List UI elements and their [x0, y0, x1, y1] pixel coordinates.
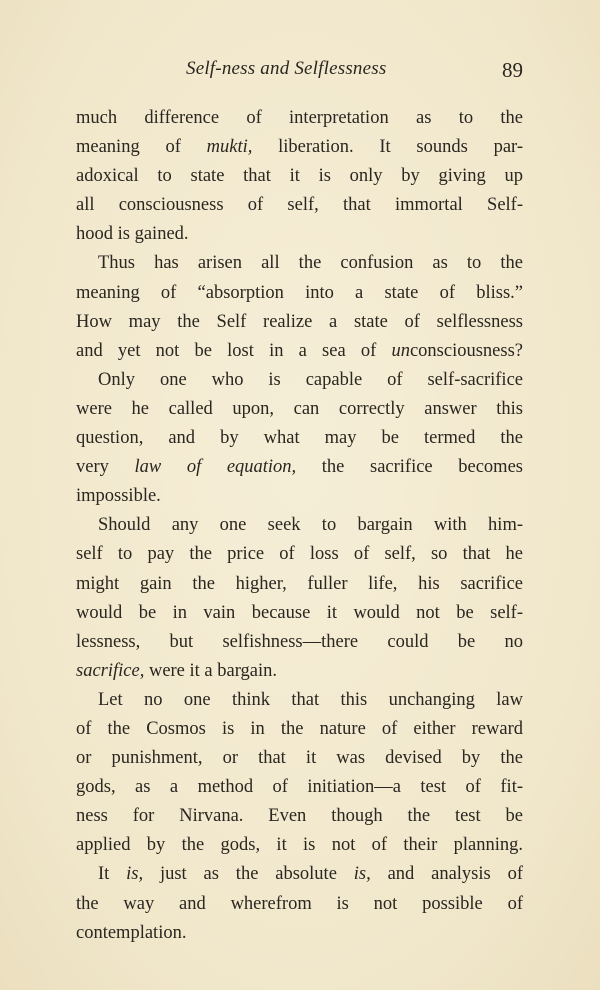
- text-line: [76, 395, 523, 424]
- italic-text: law of equation,: [134, 457, 297, 478]
- text-segment: the sacrifice becomes: [296, 457, 523, 478]
- text-line: [76, 540, 523, 569]
- text-segment: hood is gained.: [76, 224, 189, 245]
- text-line: [76, 773, 523, 802]
- text-line: [76, 686, 523, 715]
- italic-text: is,: [126, 864, 144, 885]
- running-title: Self-ness and Selflessness: [186, 58, 387, 79]
- text-line: [76, 511, 523, 540]
- text-line: [76, 890, 523, 919]
- text-segment: of the Cosmos is in the nature of either reward: [76, 718, 523, 739]
- text-segment: Only one who is capable of self-sacrifice: [98, 369, 523, 390]
- page-header: [76, 58, 523, 88]
- text-segment: liberation. It sounds par-: [252, 137, 523, 158]
- text-segment: or punishment, or that it was devised by the: [76, 748, 523, 769]
- text-segment: would be in vain because it would not be self-: [76, 602, 523, 623]
- italic-text: is,: [353, 864, 371, 885]
- text-line: [76, 337, 523, 366]
- text-line: [76, 715, 523, 744]
- text-segment: and analysis of: [370, 864, 523, 885]
- text-line: [76, 657, 523, 686]
- text-segment: all consciousness of self, that immortal Self-: [76, 195, 523, 216]
- text-segment: self to pay the price of loss of self, so that he: [76, 544, 523, 565]
- text-segment: Thus has arisen all the confusion as to the: [98, 253, 523, 274]
- text-segment: ness for Nirvana. Even though the test be: [76, 806, 523, 827]
- text-segment: gods, as a method of initiation—a test of fit-: [76, 777, 523, 798]
- text-segment: might gain the higher, fuller life, his sacrifice: [76, 573, 523, 594]
- italic-text: mukti,: [206, 137, 253, 158]
- text-segment: consciousness?: [409, 340, 523, 361]
- text-segment: meaning of “absorption into a state of bliss.”: [76, 282, 523, 303]
- text-segment: It: [98, 864, 127, 885]
- text-segment: just as the absolute: [143, 864, 354, 885]
- text-line: [76, 249, 523, 278]
- text-line: [76, 133, 523, 162]
- text-line: [76, 802, 523, 831]
- text-line: [76, 279, 523, 308]
- text-segment: adoxical to state that it is only by giving up: [76, 166, 523, 187]
- text-line: [76, 860, 523, 889]
- body-text: [76, 104, 523, 948]
- text-line: [76, 744, 523, 773]
- text-line: [76, 308, 523, 337]
- text-line: [76, 919, 523, 948]
- text-segment: Let no one think that this unchanging law: [98, 689, 523, 710]
- text-segment: applied by the gods, it is not of their planning.: [76, 835, 523, 856]
- italic-text: un: [391, 340, 410, 361]
- text-segment: the way and wherefrom is not possible of: [76, 893, 523, 914]
- text-segment: lessness, but selfishness—there could be no: [76, 631, 523, 652]
- text-segment: impossible.: [76, 486, 161, 507]
- text-segment: question, and by what may be termed the: [76, 428, 523, 449]
- text-line: [76, 831, 523, 860]
- text-line: [76, 366, 523, 395]
- text-line: [76, 424, 523, 453]
- text-segment: very: [76, 457, 135, 478]
- text-line: [76, 599, 523, 628]
- page-number: 89: [502, 58, 523, 82]
- text-segment: How may the Self realize a state of selflessness: [76, 311, 523, 332]
- text-segment: much difference of interpretation as to the: [76, 108, 523, 128]
- text-segment: and yet not be lost in a sea of: [76, 340, 392, 361]
- text-segment: contemplation.: [76, 922, 187, 943]
- text-segment: Should any one seek to bargain with him-: [98, 515, 523, 536]
- text-line: [76, 628, 523, 657]
- text-segment: were it a bargain.: [144, 660, 278, 681]
- text-line: [76, 482, 523, 511]
- text-segment: meaning of: [76, 137, 207, 158]
- text-line: [76, 220, 523, 249]
- text-line: [76, 104, 523, 133]
- text-line: [76, 162, 523, 191]
- text-line: [76, 570, 523, 599]
- text-line: [76, 453, 523, 482]
- text-line: [76, 191, 523, 220]
- text-segment: were he called upon, can correctly answer this: [76, 398, 523, 419]
- italic-text: sacrifice,: [76, 660, 145, 681]
